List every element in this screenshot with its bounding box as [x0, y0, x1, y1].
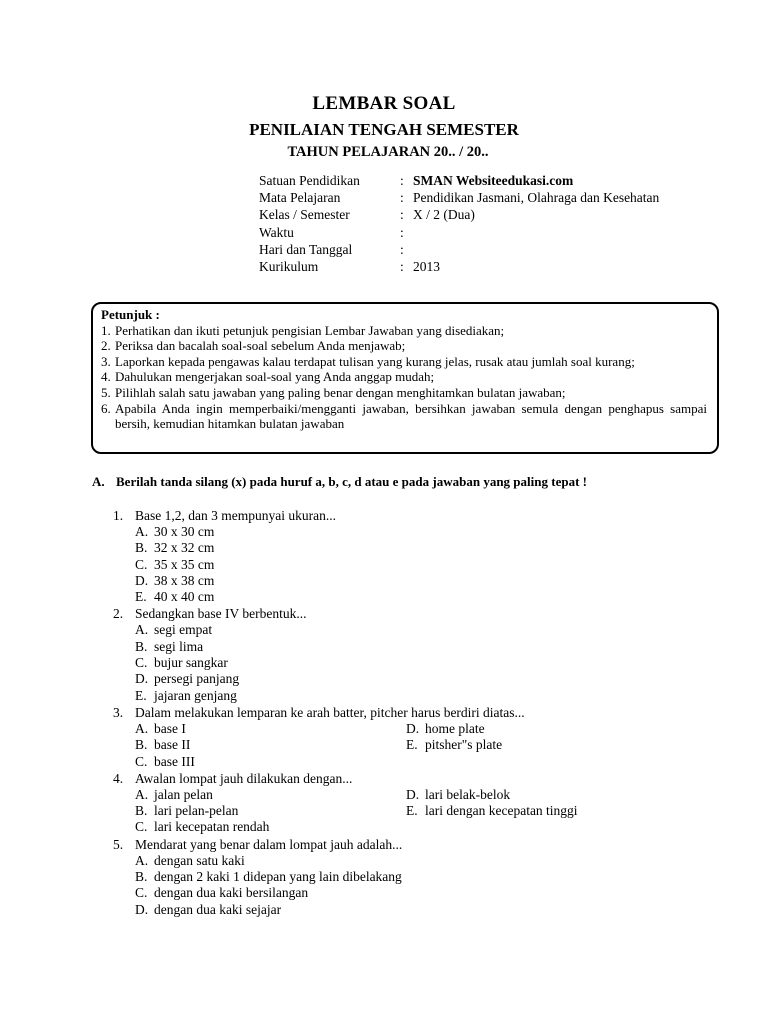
option-list — [113, 721, 633, 770]
question-text: Base 1,2, dan 3 mempunyai ukuran... — [135, 508, 336, 523]
question-number: 5. — [113, 836, 124, 852]
info-row-time — [259, 224, 719, 241]
option-text: jalan pelan — [154, 786, 213, 802]
option-letter: D. — [135, 901, 149, 917]
option-letter: D. — [406, 786, 420, 802]
question-number: 2. — [113, 606, 124, 622]
instruction-text: Apabila Anda ingin memperbaiki/mengganti jawaban, bersihkan jawaban semula dengan penghapus sampai bersih, kemudian hitamkan bulatan jawaban — [115, 400, 707, 432]
option-letter: B. — [135, 638, 148, 654]
question-text: Dalam melakukan lemparan ke arah batter, pitcher harus berdiri diatas... — [135, 704, 525, 720]
question-item — [113, 507, 633, 605]
info-label: Satuan Pendidikan — [259, 173, 360, 188]
option-letter: E. — [406, 737, 418, 753]
option-letter: E. — [135, 589, 147, 605]
info-value: X / 2 (Dua) — [413, 207, 475, 223]
section-letter: A. — [92, 474, 105, 489]
option-letter: C. — [135, 819, 148, 835]
answer-option[interactable] — [135, 819, 269, 835]
option-text: lari pelan-pelan — [154, 803, 239, 819]
instructions-title: Petunjuk : — [101, 307, 160, 322]
answer-option[interactable] — [135, 540, 214, 556]
instruction-number: 1. — [101, 322, 111, 338]
option-letter: D. — [135, 671, 149, 687]
section-a-heading — [92, 474, 587, 490]
option-letter: A. — [135, 720, 149, 736]
option-letter: C. — [135, 753, 148, 769]
answer-option[interactable] — [135, 573, 214, 589]
question-stem — [113, 704, 633, 721]
option-letter: C. — [135, 556, 148, 572]
option-text: dengan satu kaki — [154, 852, 245, 868]
answer-option[interactable] — [135, 902, 281, 918]
question-item — [113, 605, 633, 703]
info-value: 2013 — [413, 258, 440, 274]
answer-option[interactable] — [135, 787, 213, 803]
info-row-class — [259, 206, 719, 223]
question-number: 1. — [113, 508, 124, 523]
question-item — [113, 770, 633, 836]
answer-option[interactable] — [135, 557, 214, 573]
option-letter: E. — [406, 803, 418, 819]
instruction-item — [101, 354, 707, 370]
option-list — [113, 853, 633, 918]
option-text: 30 x 30 cm — [154, 524, 215, 539]
question-stem — [113, 507, 633, 524]
question-number: 3. — [113, 704, 124, 720]
info-label: Hari dan Tanggal — [259, 241, 353, 257]
instruction-item — [101, 385, 707, 401]
option-text: base II — [154, 737, 191, 753]
question-text: Awalan lompat jauh dilakukan dengan... — [135, 770, 353, 786]
option-text: 35 x 35 cm — [154, 556, 215, 572]
answer-option[interactable] — [135, 589, 214, 605]
instruction-text: Laporkan kepada pengawas kalau terdapat tulisan yang kurang jelas, rusak atau jumlah soal kurang; — [115, 353, 635, 369]
info-colon: : — [400, 207, 404, 223]
option-text: 40 x 40 cm — [154, 589, 215, 605]
question-text: Mendarat yang benar dalam lompat jauh adalah... — [135, 836, 403, 852]
option-letter: D. — [406, 720, 420, 736]
option-list — [113, 787, 633, 836]
option-text: dengan 2 kaki 1 didepan yang lain dibelakang — [154, 869, 402, 885]
option-list — [113, 622, 633, 703]
question-item — [113, 704, 633, 770]
option-text: persegi panjang — [154, 671, 240, 687]
answer-option[interactable] — [135, 688, 237, 704]
page-title: LEMBAR SOAL — [312, 93, 456, 114]
option-letter: B. — [135, 803, 148, 819]
question-number: 4. — [113, 770, 124, 786]
info-value: SMAN Websiteedukasi.com — [413, 173, 574, 188]
info-colon: : — [400, 224, 404, 240]
option-text: lari dengan kecepatan tinggi — [425, 803, 578, 819]
option-letter: C. — [135, 655, 148, 671]
option-text: bujur sangkar — [154, 655, 228, 671]
option-text: jajaran genjang — [154, 687, 237, 703]
instruction-item — [101, 338, 707, 354]
instruction-text: Periksa dan bacalah soal-soal sebelum Anda menjawab; — [115, 338, 406, 354]
option-text: lari kecepatan rendah — [154, 819, 270, 835]
answer-option[interactable] — [406, 803, 578, 819]
option-letter: D. — [135, 572, 149, 588]
answer-option[interactable] — [135, 622, 212, 638]
answer-option[interactable] — [135, 869, 402, 885]
option-text: 32 x 32 cm — [154, 540, 215, 556]
option-text: base I — [154, 720, 186, 736]
page-subtitle: PENILAIAN TENGAH SEMESTER — [249, 120, 519, 139]
info-table — [259, 172, 719, 275]
info-label: Kelas / Semester — [259, 207, 350, 223]
option-letter: B. — [135, 540, 148, 556]
info-label: Waktu — [259, 224, 294, 240]
info-label: Mata Pelajaran — [259, 190, 341, 206]
option-text: dengan dua kaki bersilangan — [154, 885, 309, 901]
instruction-number: 4. — [101, 369, 111, 385]
option-letter: A. — [135, 786, 149, 802]
option-list — [113, 524, 633, 605]
section-instruction: Berilah tanda silang (x) pada huruf a, b, c, d atau e pada jawaban yang paling tepat ! — [116, 474, 587, 489]
instruction-text: Perhatikan dan ikuti petunjuk pengisian Lembar Jawaban yang disediakan; — [115, 322, 505, 338]
instruction-text: Dahulukan mengerjakan soal-soal yang Anda anggap mudah; — [115, 369, 435, 385]
question-item — [113, 836, 633, 918]
instruction-number: 5. — [101, 384, 111, 400]
instruction-item — [101, 401, 707, 432]
info-value: Pendidikan Jasmani, Olahraga dan Kesehatan — [413, 190, 660, 206]
instruction-item — [101, 323, 707, 339]
answer-option[interactable] — [135, 721, 186, 737]
answer-option[interactable] — [135, 524, 214, 540]
option-text: dengan dua kaki sejajar — [154, 901, 282, 917]
option-letter: A. — [135, 524, 149, 539]
instructions-list — [101, 323, 707, 432]
answer-option[interactable] — [406, 737, 502, 753]
instruction-number: 2. — [101, 338, 111, 354]
info-colon: : — [400, 190, 404, 206]
option-letter: B. — [135, 869, 148, 885]
info-row-subject — [259, 189, 719, 206]
question-stem — [113, 605, 633, 622]
answer-option[interactable] — [406, 787, 510, 803]
answer-option[interactable] — [135, 737, 190, 753]
info-colon: : — [400, 173, 404, 188]
info-row-date — [259, 241, 719, 258]
option-letter: A. — [135, 622, 149, 638]
answer-option[interactable] — [135, 754, 195, 770]
answer-option[interactable] — [406, 721, 485, 737]
answer-option[interactable] — [135, 885, 308, 901]
answer-option[interactable] — [135, 671, 239, 687]
instruction-item — [101, 369, 707, 385]
option-letter: E. — [135, 687, 147, 703]
option-text: pitsher"s plate — [425, 737, 503, 753]
answer-option[interactable] — [135, 655, 228, 671]
info-row-school — [259, 172, 719, 189]
option-letter: A. — [135, 852, 149, 868]
option-letter: B. — [135, 737, 148, 753]
option-text: 38 x 38 cm — [154, 572, 215, 588]
question-stem — [113, 836, 633, 853]
academic-year: TAHUN PELAJARAN 20.. / 20.. — [287, 144, 489, 160]
instruction-number: 6. — [101, 400, 111, 416]
answer-option[interactable] — [135, 803, 238, 819]
option-text: segi lima — [154, 638, 204, 654]
option-text: home plate — [425, 720, 485, 736]
question-text: Sedangkan base IV berbentuk... — [135, 606, 307, 622]
answer-option[interactable] — [135, 639, 203, 655]
option-text: segi empat — [154, 622, 213, 638]
info-row-curriculum — [259, 258, 719, 275]
question-list — [113, 507, 633, 918]
answer-option[interactable] — [135, 853, 245, 869]
info-colon: : — [400, 258, 404, 274]
option-text: lari belak-belok — [425, 786, 511, 802]
info-label: Kurikulum — [259, 258, 319, 274]
instruction-number: 3. — [101, 353, 111, 369]
instruction-text: Pilihlah salah satu jawaban yang paling benar dengan menghitamkan bulatan jawaban; — [115, 384, 566, 400]
option-text: base III — [154, 753, 195, 769]
info-colon: : — [400, 241, 404, 257]
instructions-box — [91, 302, 719, 454]
option-letter: C. — [135, 885, 148, 901]
question-stem — [113, 770, 633, 787]
